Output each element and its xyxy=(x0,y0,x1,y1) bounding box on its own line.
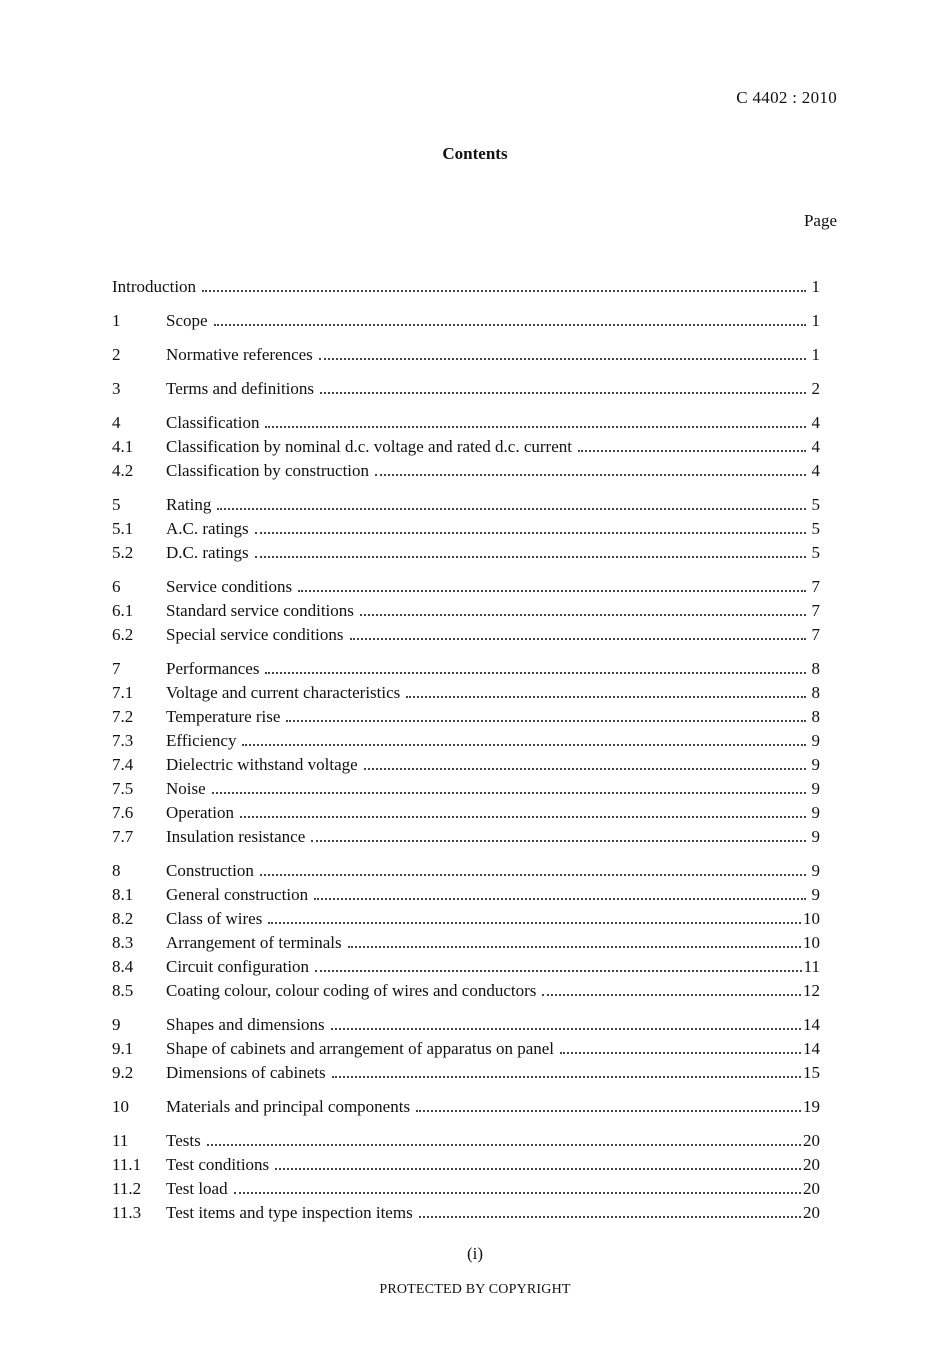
toc-entry-title: Performances xyxy=(166,659,260,678)
toc-entry-number: 8.4 xyxy=(112,957,134,976)
toc-entry-page: 2 xyxy=(811,379,820,398)
toc-entry[interactable] xyxy=(112,827,820,851)
toc-entry-page: 5 xyxy=(811,519,820,538)
toc-entry-title: Insulation resistance xyxy=(166,827,306,846)
toc-entry-number: 7.5 xyxy=(112,779,134,798)
toc-entry-number: 7.7 xyxy=(112,827,134,846)
toc-entry-title: Shape of cabinets and arrangement of apparatus on panel xyxy=(166,1039,555,1058)
toc-entry[interactable] xyxy=(112,1015,820,1039)
dot-leader xyxy=(360,614,806,616)
toc-entry-page: 11 xyxy=(803,957,820,976)
toc-entry-page: 9 xyxy=(811,731,820,750)
dot-leader xyxy=(375,474,806,476)
toc-entry-title: Construction xyxy=(166,861,254,880)
toc-entry-page: 8 xyxy=(811,659,820,678)
dot-leader xyxy=(560,1052,801,1054)
toc-entry-title: Materials and principal components xyxy=(166,1097,411,1116)
toc-entry[interactable] xyxy=(112,803,820,827)
toc-entry-page: 20 xyxy=(803,1131,820,1150)
toc-entry-number: 5 xyxy=(112,495,121,514)
toc-entry[interactable] xyxy=(112,495,820,519)
page-column-heading: Page xyxy=(803,211,837,230)
toc-entry[interactable] xyxy=(112,885,820,909)
toc-entry-page: 20 xyxy=(803,1155,820,1174)
toc-entry-page: 10 xyxy=(803,933,820,952)
toc-entry[interactable] xyxy=(112,379,820,403)
dot-leader xyxy=(319,358,806,360)
toc-entry-page: 9 xyxy=(811,827,820,846)
toc-entry-number: 1 xyxy=(112,311,121,330)
toc-entry-title: Coating colour, colour coding of wires and conductors xyxy=(166,981,537,1000)
toc-entry-number: 10 xyxy=(112,1097,129,1116)
dot-leader xyxy=(268,922,801,924)
toc-entry-page: 10 xyxy=(803,909,820,928)
toc-entry[interactable] xyxy=(112,1179,820,1203)
toc-entry-title: Circuit configuration xyxy=(166,957,310,976)
dot-leader xyxy=(350,638,806,640)
toc-entry[interactable] xyxy=(112,1203,820,1227)
dot-leader xyxy=(275,1168,801,1170)
toc-entry-page: 7 xyxy=(811,625,820,644)
dot-leader xyxy=(542,994,801,996)
toc-entry-title: Class of wires xyxy=(166,909,263,928)
dot-leader xyxy=(255,532,806,534)
dot-leader xyxy=(311,840,806,842)
toc-entry-title: Classification by construction xyxy=(166,461,370,480)
footer-page-number: (i) xyxy=(466,1244,484,1263)
dot-leader xyxy=(207,1144,801,1146)
toc-entry-number: 9 xyxy=(112,1015,121,1034)
toc-entry[interactable] xyxy=(112,981,820,1005)
toc-entry[interactable] xyxy=(112,277,820,301)
toc-entry-title: Dimensions of cabinets xyxy=(166,1063,326,1082)
dot-leader xyxy=(364,768,806,770)
toc-entry-number: 11 xyxy=(112,1131,129,1150)
toc-entry[interactable] xyxy=(112,1155,820,1179)
toc-entry-page: 20 xyxy=(803,1179,820,1198)
dot-leader xyxy=(202,290,806,292)
dot-leader xyxy=(234,1192,801,1194)
toc-entry-number: 11.3 xyxy=(112,1203,142,1222)
toc-entry-number: 7.1 xyxy=(112,683,134,702)
toc-entry[interactable] xyxy=(112,779,820,803)
toc-entry-page: 9 xyxy=(811,861,820,880)
toc-entry-title: Classification xyxy=(166,413,260,432)
dot-leader xyxy=(332,1076,801,1078)
toc-entry-title: Shapes and dimensions xyxy=(166,1015,325,1034)
toc-entry[interactable] xyxy=(112,543,820,567)
toc-entry[interactable] xyxy=(112,413,820,437)
dot-leader xyxy=(416,1110,801,1112)
dot-leader xyxy=(348,946,801,948)
toc-entry-title: A.C. ratings xyxy=(166,519,249,538)
toc-entry-number: 4 xyxy=(112,413,121,432)
toc-entry-number: 4.2 xyxy=(112,461,134,480)
dot-leader xyxy=(265,672,806,674)
dot-leader xyxy=(214,324,806,326)
dot-leader xyxy=(242,744,806,746)
dot-leader xyxy=(286,720,806,722)
toc-entry-title: Terms and definitions xyxy=(166,379,315,398)
toc-entry-title: Tests xyxy=(166,1131,201,1150)
toc-entry[interactable] xyxy=(112,683,820,707)
toc-entry-title: Introduction xyxy=(112,277,197,296)
toc-entry[interactable] xyxy=(112,731,820,755)
toc-entry[interactable] xyxy=(112,601,820,625)
toc-entry-page: 8 xyxy=(811,683,820,702)
toc-entry-title: Arrangement of terminals xyxy=(166,933,342,952)
toc-entry[interactable] xyxy=(112,659,820,683)
toc-entry-number: 3 xyxy=(112,379,121,398)
toc-entry-number: 11.2 xyxy=(112,1179,142,1198)
toc-entry[interactable] xyxy=(112,707,820,731)
toc-entry-page: 7 xyxy=(811,601,820,620)
toc-entry[interactable] xyxy=(112,461,820,485)
toc-entry-page: 7 xyxy=(811,577,820,596)
toc-entry-number: 7.4 xyxy=(112,755,134,774)
toc-entry-page: 9 xyxy=(811,755,820,774)
toc-entry-title: Standard service conditions xyxy=(166,601,354,620)
toc-entry-number: 2 xyxy=(112,345,121,364)
toc-entry-page: 9 xyxy=(811,803,820,822)
toc-entry-number: 6 xyxy=(112,577,121,596)
toc-entry-title: Efficiency xyxy=(166,731,237,750)
toc-entry-page: 1 xyxy=(811,311,820,330)
document-id: C 4402 : 2010 xyxy=(736,88,837,107)
toc-entry[interactable] xyxy=(112,957,820,981)
toc-entry-page: 1 xyxy=(811,345,820,364)
toc-entry-title: Scope xyxy=(166,311,208,330)
toc-entry[interactable] xyxy=(112,1131,820,1155)
toc-entry-page: 8 xyxy=(811,707,820,726)
toc-entry-number: 8.2 xyxy=(112,909,134,928)
toc-entry[interactable] xyxy=(112,577,820,601)
toc-entry-number: 7.3 xyxy=(112,731,134,750)
toc-entry[interactable] xyxy=(112,909,820,933)
toc-entry-title: Normative references xyxy=(166,345,313,364)
toc-entry-number: 9.1 xyxy=(112,1039,134,1058)
toc-entry-title: Test load xyxy=(166,1179,228,1198)
toc-entry-page: 4 xyxy=(811,413,820,432)
toc-entry-title: Test conditions xyxy=(166,1155,270,1174)
dot-leader xyxy=(240,816,806,818)
toc-entry-number: 9.2 xyxy=(112,1063,134,1082)
toc-entry-page: 4 xyxy=(811,461,820,480)
toc-entry-number: 8.1 xyxy=(112,885,134,904)
toc-entry[interactable] xyxy=(112,519,820,543)
dot-leader xyxy=(298,590,806,592)
dot-leader xyxy=(578,450,806,452)
toc-entry-page: 12 xyxy=(803,981,820,1000)
toc-entry[interactable] xyxy=(112,1063,820,1087)
dot-leader xyxy=(255,556,806,558)
copyright-notice: PROTECTED BY COPYRIGHT xyxy=(379,1282,571,1297)
toc-entry-number: 5.1 xyxy=(112,519,134,538)
toc-entry-number: 4.1 xyxy=(112,437,134,456)
toc-entry[interactable] xyxy=(112,1097,820,1121)
dot-leader xyxy=(314,898,806,900)
toc-entry-title: Rating xyxy=(166,495,212,514)
toc-entry-page: 4 xyxy=(811,437,820,456)
toc-entry-number: 7.2 xyxy=(112,707,134,726)
toc-entry-number: 8.3 xyxy=(112,933,134,952)
contents-title: Contents xyxy=(442,144,508,163)
toc-entry-title: D.C. ratings xyxy=(166,543,249,562)
toc-entry-page: 14 xyxy=(803,1039,820,1058)
toc-entry-page: 15 xyxy=(803,1063,820,1082)
dot-leader xyxy=(265,426,806,428)
toc-entry-title: General construction xyxy=(166,885,309,904)
toc-entry[interactable] xyxy=(112,1039,820,1063)
toc-entry-title: Classification by nominal d.c. voltage and rated d.c. current xyxy=(166,437,572,456)
toc-entry[interactable] xyxy=(112,437,820,461)
dot-leader xyxy=(419,1216,801,1218)
toc-entry-page: 9 xyxy=(811,885,820,904)
toc-entry-page: 5 xyxy=(811,495,820,514)
toc-entry[interactable] xyxy=(112,861,820,885)
toc-entry-title: Voltage and current characteristics xyxy=(166,683,401,702)
dot-leader xyxy=(212,792,806,794)
toc-entry[interactable] xyxy=(112,345,820,369)
toc-entry-title: Temperature rise xyxy=(166,707,281,726)
toc-entry-number: 5.2 xyxy=(112,543,134,562)
toc-entry-page: 1 xyxy=(811,277,820,296)
toc-entry-number: 6.1 xyxy=(112,601,134,620)
toc-entry-title: Service conditions xyxy=(166,577,293,596)
toc-entry-title: Test items and type inspection items xyxy=(166,1203,413,1222)
toc-entry-title: Noise xyxy=(166,779,206,798)
toc-entry-number: 11.1 xyxy=(112,1155,142,1174)
toc-entry-page: 9 xyxy=(811,779,820,798)
dot-leader xyxy=(260,874,806,876)
toc-entry-title: Dielectric withstand voltage xyxy=(166,755,358,774)
toc-entry[interactable] xyxy=(112,625,820,649)
toc-entry-number: 7.6 xyxy=(112,803,134,822)
dot-leader xyxy=(406,696,806,698)
dot-leader xyxy=(315,970,802,972)
dot-leader xyxy=(217,508,806,510)
toc-entry[interactable] xyxy=(112,755,820,779)
toc-entry-page: 20 xyxy=(803,1203,820,1222)
toc-entry-page: 19 xyxy=(803,1097,820,1116)
toc-entry[interactable] xyxy=(112,311,820,335)
toc-entry-page: 5 xyxy=(811,543,820,562)
toc-entry-number: 8 xyxy=(112,861,121,880)
toc-entry-number: 8.5 xyxy=(112,981,134,1000)
toc-entry[interactable] xyxy=(112,933,820,957)
toc-entry-number: 6.2 xyxy=(112,625,134,644)
toc-entry-page: 14 xyxy=(803,1015,820,1034)
dot-leader xyxy=(320,392,806,394)
dot-leader xyxy=(331,1028,801,1030)
toc-entry-number: 7 xyxy=(112,659,121,678)
toc-entry-title: Special service conditions xyxy=(166,625,344,644)
table-of-contents xyxy=(112,277,820,1227)
toc-entry-title: Operation xyxy=(166,803,234,822)
